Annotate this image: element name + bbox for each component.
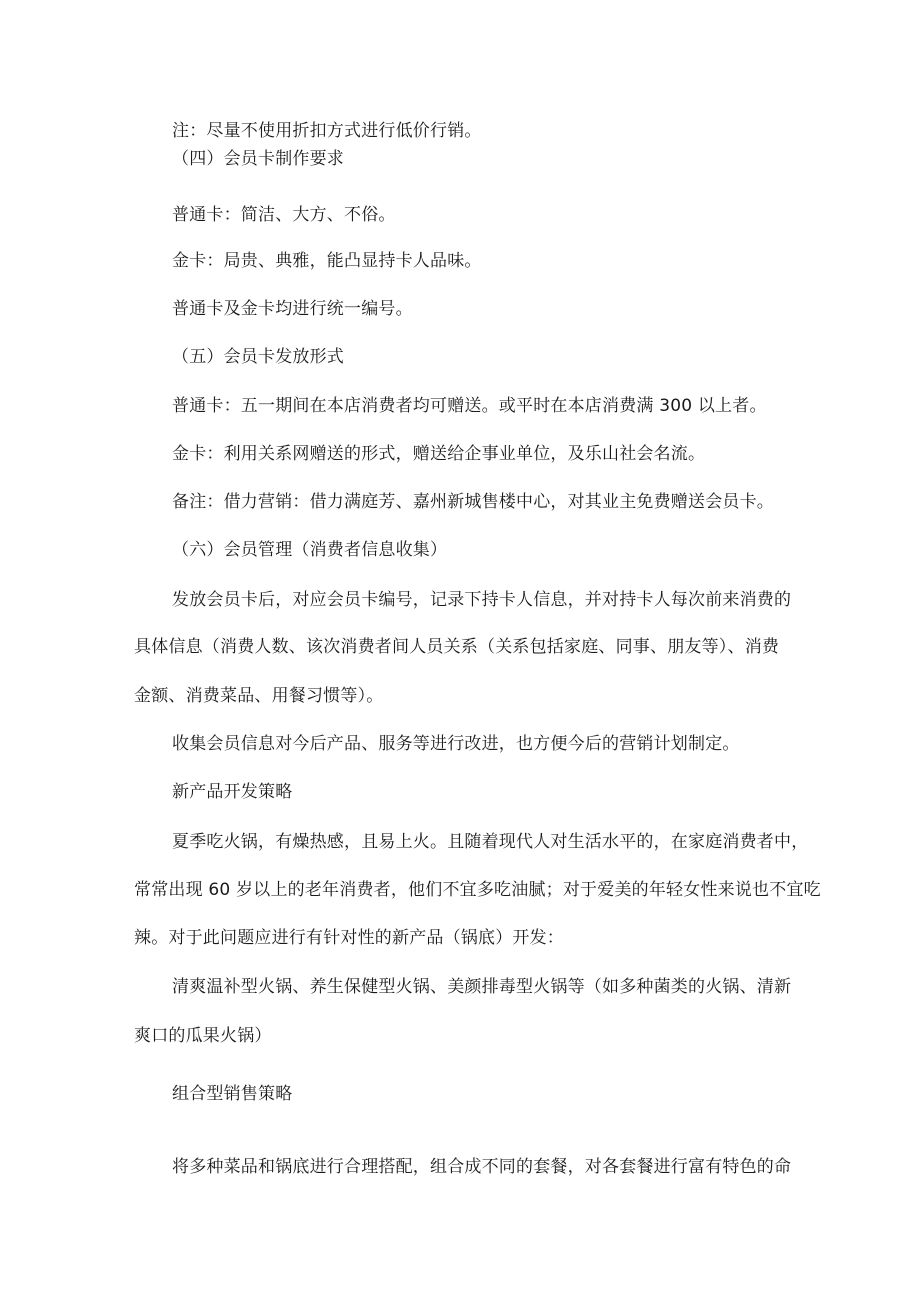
hotpot-types-line-1: 清爽温补型火锅、养生保健型火锅、美颜排毒型火锅等（如多种菌类的火锅、清新 — [172, 977, 792, 997]
new-product-paragraph-line-1: 夏季吃火锅，有燥热感，且易上火。且随着现代人对生活水平的，在家庭消费者中， — [172, 832, 809, 852]
new-product-paragraph-line-2: 常常出现 60 岁以上的老年消费者，他们不宜多吃油腻；对于爱美的年轻女性来说也不宜吃 — [134, 880, 821, 900]
heading-combo-sales-strategy: 组合型销售策略 — [172, 1084, 293, 1104]
ordinary-card-distribution: 普通卡：五一期间在本店消费者均可赠送。或平时在本店消费满 300 以上者。 — [172, 396, 767, 416]
ordinary-card-design: 普通卡：简洁、大方、不俗。 — [172, 205, 396, 225]
member-info-usage: 收集会员信息对今后产品、服务等进行改进，也方便今后的营销计划制定。 — [172, 734, 740, 754]
section-heading-card-design: （四）会员卡制作要求 — [172, 149, 344, 169]
section-heading-card-distribution: （五）会员卡发放形式 — [172, 347, 344, 367]
note-low-price: 注：尽量不使用折扣方式进行低价行销。 — [172, 121, 482, 141]
leverage-marketing-note: 备注：借力营销：借力满庭芳、嘉州新城售楼中心，对其业主免费赠送会员卡。 — [172, 492, 774, 512]
member-management-paragraph-line-1: 发放会员卡后，对应会员卡编号，记录下持卡人信息，并对持卡人每次前来消费的 — [172, 590, 792, 610]
combo-sales-paragraph-line-1: 将多种菜品和锅底进行合理搭配，组合成不同的套餐，对各套餐进行富有特色的命 — [172, 1157, 792, 1177]
hotpot-types-line-2: 爽口的瓜果火锅） — [134, 1026, 272, 1046]
new-product-paragraph-line-3: 辣。对于此问题应进行有针对性的新产品（锅底）开发： — [134, 928, 564, 948]
member-management-paragraph-line-2: 具体信息（消费人数、该次消费者间人员关系（关系包括家庭、同事、朋友等）、消费 — [134, 637, 780, 657]
member-management-paragraph-line-3: 金额、消费菜品、用餐习惯等）。 — [134, 686, 384, 706]
gold-card-design: 金卡：局贵、典雅，能凸显持卡人品味。 — [172, 251, 482, 271]
gold-card-distribution: 金卡：利用关系网赠送的形式，赠送给企事业单位，及乐山社会名流。 — [172, 444, 706, 464]
section-heading-member-management: （六）会员管理（消费者信息收集） — [172, 540, 448, 560]
card-numbering: 普通卡及金卡均进行统一编号。 — [172, 299, 413, 319]
heading-new-product-strategy: 新产品开发策略 — [172, 782, 293, 802]
